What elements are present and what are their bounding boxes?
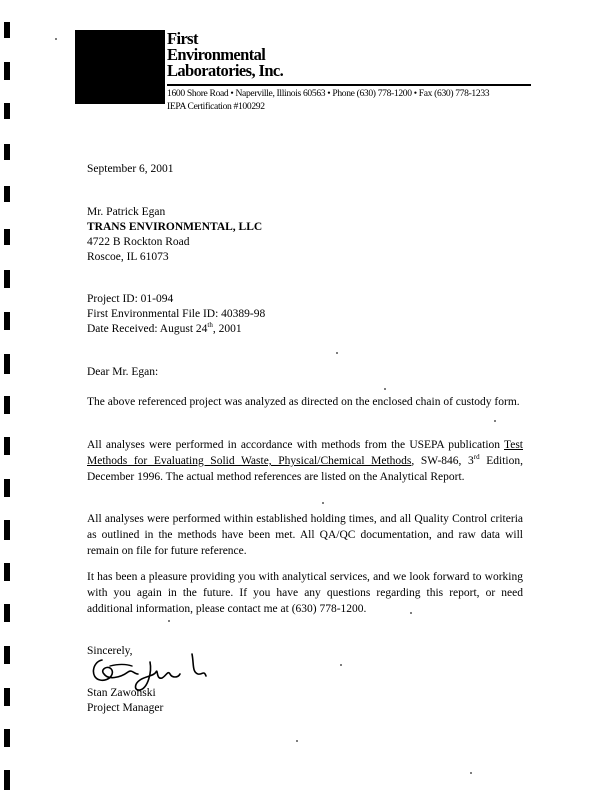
scan-mark	[4, 604, 10, 622]
scan-mark	[4, 396, 10, 414]
scan-mark	[4, 770, 10, 790]
scan-speck	[410, 612, 412, 614]
salutation: Dear Mr. Egan:	[87, 366, 159, 378]
scan-speck	[322, 502, 324, 504]
signer-title: Project Manager	[87, 702, 164, 714]
methods-end: Edition, December 1996. The actual method references are listed on the Analytical Report.	[87, 455, 523, 483]
scan-mark	[4, 729, 10, 747]
scan-speck	[384, 388, 386, 390]
file-id: First Environmental File ID: 40389-98	[87, 308, 266, 320]
scan-speck	[336, 352, 338, 354]
scan-speck	[55, 38, 57, 40]
company-address: 1600 Shore Road • Naperville, Illinois 60563 • Phone (630) 778-1200 • Fax (630) 778-1233	[167, 88, 490, 99]
scan-speck	[494, 420, 496, 422]
methods-publication-title: Test Methods for Evaluating Solid Waste, Physical/Chemical Methods	[87, 439, 523, 467]
letterhead-rule	[167, 84, 531, 86]
paragraph-closing-remarks: It has been a pleasure providing you with analytical services, and we look forward to working with you again in the future. If you have any questions regarding this report, or need additional information, please contact me at (630) 778-1200.	[87, 571, 523, 615]
recipient-street: 4722 B Rockton Road	[87, 236, 190, 248]
company-name-line: Laboratories, Inc.	[167, 61, 284, 80]
scan-mark	[4, 354, 10, 374]
paragraph-quality-control: All analyses were performed within established holding times, and all Quality Control criteria as outlined in the methods have been met. All QA/QC documentation, and raw data will remain on file for future reference.	[87, 513, 523, 557]
date-received-ordinal: th	[207, 321, 213, 330]
scan-mark	[4, 144, 10, 160]
recipient-company: TRANS ENVIRONMENTAL, LLC	[87, 221, 263, 233]
scan-mark	[4, 437, 10, 455]
date-received-year: , 2001	[212, 323, 242, 335]
methods-edition-ordinal: rd	[473, 453, 480, 462]
company-logo-block	[75, 30, 165, 104]
date-received	[87, 321, 242, 337]
recipient-name: Mr. Patrick Egan	[87, 206, 166, 218]
scan-mark	[4, 103, 10, 119]
company-name	[167, 31, 283, 79]
recipient-city: Roscoe, IL 61073	[87, 251, 169, 263]
scan-mark	[4, 62, 10, 80]
certification-number: IEPA Certification #100292	[167, 101, 265, 112]
date-received-text: Date Received: August 24	[87, 323, 208, 335]
scan-mark	[4, 479, 10, 497]
methods-intro: All analyses were performed in accordance with methods from the USEPA publication	[87, 439, 504, 451]
scan-mark	[4, 312, 10, 330]
scan-mark	[4, 22, 10, 38]
company-name-line: Environmental	[167, 45, 266, 64]
scan-mark	[4, 270, 10, 288]
scan-mark	[4, 563, 10, 581]
paragraph-chain-of-custody: The above referenced project was analyzed as directed on the enclosed chain of custody form.	[87, 396, 520, 408]
closing: Sincerely,	[87, 645, 133, 657]
scan-speck	[470, 772, 472, 774]
scan-speck	[168, 620, 170, 622]
project-id: Project ID: 01-094	[87, 293, 174, 305]
scan-speck	[296, 740, 298, 742]
company-name-line: First	[167, 29, 198, 48]
paragraph-methods	[87, 437, 523, 485]
scan-mark	[4, 520, 10, 540]
scan-mark	[4, 688, 10, 706]
scan-mark	[4, 646, 10, 664]
scan-mark	[4, 229, 10, 245]
signer-name: Stan Zawonski	[87, 687, 156, 699]
letter-date: September 6, 2001	[87, 163, 174, 175]
scan-mark	[4, 186, 10, 202]
scan-speck	[340, 664, 342, 666]
methods-edition: , SW-846, 3	[411, 455, 474, 467]
